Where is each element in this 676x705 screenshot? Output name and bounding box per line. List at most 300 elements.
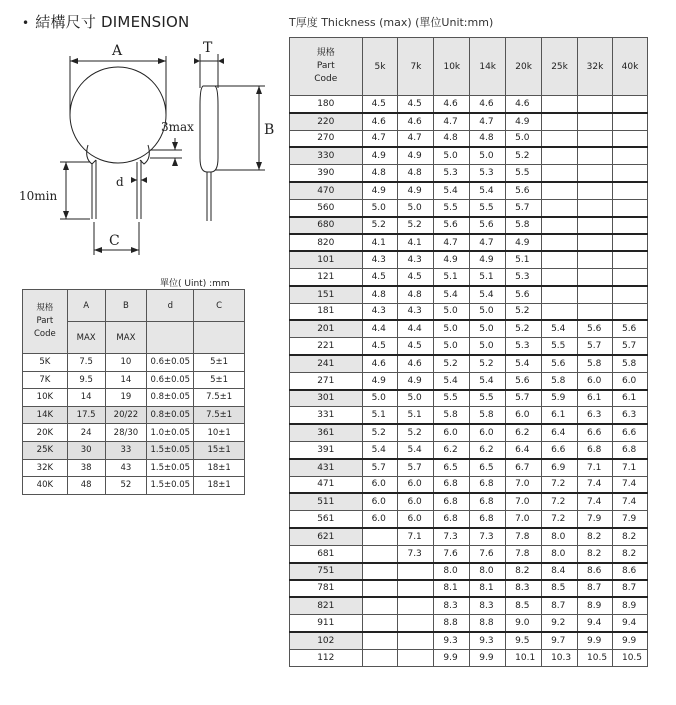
thickness-cell: 5.4: [470, 372, 506, 389]
table-row: [23, 441, 245, 459]
part-code-cell: 221: [290, 338, 363, 355]
thickness-cell: 6.0: [398, 476, 434, 493]
label-c: C: [109, 233, 120, 249]
table-row: [23, 389, 245, 407]
thickness-cell: 6.2: [506, 424, 542, 441]
table-row: [23, 371, 245, 389]
thickness-cell: 4.8: [398, 165, 434, 182]
thickness-cell: [542, 199, 578, 216]
thickness-cell: 9.2: [542, 614, 578, 631]
table-row: [290, 355, 648, 372]
thickness-cell: 7.6: [434, 545, 470, 562]
thickness-cell: [578, 303, 613, 320]
thickness-cell: 4.9: [362, 147, 398, 164]
thickness-cell: [578, 268, 613, 285]
thickness-cell: 8.4: [542, 563, 578, 580]
col-a-cell: 24: [67, 424, 105, 442]
thickness-cell: 5.7: [612, 338, 647, 355]
thickness-cell: 4.9: [398, 182, 434, 199]
part-code-cell: 511: [290, 493, 363, 510]
table-row: [23, 477, 245, 495]
thickness-cell: 8.6: [612, 563, 647, 580]
table-row: [23, 459, 245, 477]
thickness-cell: 9.9: [578, 632, 613, 649]
thickness-cell: [362, 649, 398, 666]
thickness-cell: 5.6: [434, 217, 470, 234]
thickness-cell: 8.3: [506, 580, 542, 597]
thickness-cell: [612, 113, 647, 130]
thickness-cell: [398, 614, 434, 631]
thickness-cell: 9.5: [506, 632, 542, 649]
part-code-cell: 7K: [23, 371, 68, 389]
col-c-cell: 18±1: [194, 459, 245, 477]
thickness-cell: 7.3: [434, 528, 470, 545]
col-a-cell: 48: [67, 477, 105, 495]
thickness-cell: [362, 597, 398, 614]
col-d-header: d: [147, 290, 194, 322]
thickness-cell: 5.0: [470, 320, 506, 337]
thickness-cell: [542, 217, 578, 234]
thickness-cell: [578, 147, 613, 164]
thickness-cell: 5.1: [506, 251, 542, 268]
part-code-cell: 561: [290, 511, 363, 528]
table-row: [290, 632, 648, 649]
thickness-cell: 5.0: [470, 303, 506, 320]
thickness-cell: 6.6: [578, 424, 613, 441]
part-code-cell: 470: [290, 182, 363, 199]
thickness-cell: [612, 286, 647, 303]
table-row: [290, 234, 648, 251]
thickness-cell: 5.8: [612, 355, 647, 372]
thickness-cell: 4.8: [398, 286, 434, 303]
thickness-table-header: [290, 38, 648, 96]
col-d-cell: 1.5±0.05: [147, 441, 194, 459]
part-code-cell: 14K: [23, 406, 68, 424]
thickness-cell: 8.7: [578, 580, 613, 597]
thickness-cell: 7.0: [506, 476, 542, 493]
col-d-cell: 1.5±0.05: [147, 459, 194, 477]
col-c-cell: 15±1: [194, 441, 245, 459]
thickness-cell: [612, 96, 647, 113]
label-b: B: [264, 122, 275, 138]
thickness-cell: 8.2: [612, 528, 647, 545]
thickness-cell: 9.4: [612, 614, 647, 631]
thickness-cell: [398, 632, 434, 649]
table-row: [290, 597, 648, 614]
thickness-cell: [398, 649, 434, 666]
disc-outline: [70, 67, 166, 163]
thickness-cell: 6.1: [578, 390, 613, 407]
col-a-cell: 17.5: [67, 406, 105, 424]
thickness-cell: 5.7: [506, 199, 542, 216]
thickness-cell: 9.3: [470, 632, 506, 649]
thickness-cell: [362, 580, 398, 597]
col-header-20k: 20k: [506, 38, 542, 96]
part-code-cell: 390: [290, 165, 363, 182]
thickness-cell: 10.5: [578, 649, 613, 666]
thickness-cell: 5.4: [398, 441, 434, 458]
table-row: [290, 130, 648, 147]
table-row: [290, 286, 648, 303]
thickness-cell: 6.8: [612, 441, 647, 458]
thickness-cell: [578, 217, 613, 234]
unit-note: 單位( Uint) :mm: [160, 279, 230, 289]
dimension-table-header: [23, 290, 245, 322]
part-code-cell: 102: [290, 632, 363, 649]
thickness-cell: [578, 286, 613, 303]
table-row: [290, 320, 648, 337]
table-row: [290, 182, 648, 199]
thickness-cell: 7.9: [578, 511, 613, 528]
thickness-cell: 6.4: [506, 441, 542, 458]
part-en-label: Part: [316, 61, 335, 71]
part-code-cell: 560: [290, 199, 363, 216]
thickness-cell: 5.6: [506, 182, 542, 199]
part-code-cell: 911: [290, 614, 363, 631]
label-3max: 3max: [161, 120, 194, 134]
col-d-cell: 0.6±0.05: [147, 354, 194, 372]
table-row: [290, 217, 648, 234]
part-code-cell: 330: [290, 147, 363, 164]
part-code-cell: 220: [290, 113, 363, 130]
thickness-cell: [542, 96, 578, 113]
thickness-cell: 5.8: [434, 407, 470, 424]
table-row: [290, 268, 648, 285]
thickness-cell: 6.0: [362, 476, 398, 493]
col-d-cell: 0.8±0.05: [147, 389, 194, 407]
thickness-cell: 5.6: [506, 286, 542, 303]
thickness-cell: [542, 113, 578, 130]
thickness-cell: 4.6: [362, 113, 398, 130]
thickness-cell: 6.0: [506, 407, 542, 424]
thickness-cell: 8.0: [542, 528, 578, 545]
thickness-cell: 5.8: [578, 355, 613, 372]
thickness-cell: 7.8: [506, 545, 542, 562]
thickness-cell: [612, 130, 647, 147]
thickness-cell: 9.7: [542, 632, 578, 649]
thickness-cell: 7.1: [612, 459, 647, 476]
thickness-cell: 6.0: [612, 372, 647, 389]
thickness-cell: [362, 545, 398, 562]
thickness-cell: 5.3: [506, 268, 542, 285]
thickness-cell: 5.3: [434, 165, 470, 182]
part-code-cell: 391: [290, 441, 363, 458]
thickness-cell: [542, 303, 578, 320]
part-code-cell: 25K: [23, 441, 68, 459]
col-c-cell: 7.5±1: [194, 389, 245, 407]
thickness-cell: 10.1: [506, 649, 542, 666]
table-row: [290, 476, 648, 493]
col-a-header: A: [67, 290, 105, 322]
thickness-cell: 4.9: [506, 113, 542, 130]
thickness-cell: 6.7: [506, 459, 542, 476]
thickness-cell: 9.0: [506, 614, 542, 631]
thickness-cell: 7.0: [506, 493, 542, 510]
part-code-header: [290, 38, 363, 96]
thickness-cell: 4.7: [362, 130, 398, 147]
col-c-cell: 10±1: [194, 424, 245, 442]
thickness-cell: 8.7: [542, 597, 578, 614]
thickness-cell: 8.5: [542, 580, 578, 597]
thickness-cell: 4.7: [470, 113, 506, 130]
thickness-cell: 7.3: [470, 528, 506, 545]
col-b-cell: 14: [105, 371, 147, 389]
thickness-cell: 4.5: [362, 338, 398, 355]
part-code-cell: 271: [290, 372, 363, 389]
thickness-cell: 4.5: [362, 268, 398, 285]
thickness-cell: 5.0: [434, 147, 470, 164]
part-code-cell: 681: [290, 545, 363, 562]
thickness-cell: [612, 303, 647, 320]
thickness-cell: [362, 528, 398, 545]
thickness-cell: 5.4: [542, 320, 578, 337]
thickness-cell: 8.9: [578, 597, 613, 614]
thickness-cell: 7.2: [542, 493, 578, 510]
thickness-cell: [612, 147, 647, 164]
thickness-cell: 9.3: [434, 632, 470, 649]
thickness-cell: 4.7: [434, 113, 470, 130]
thickness-cell: 4.5: [398, 268, 434, 285]
col-d-cell: 1.0±0.05: [147, 424, 194, 442]
thickness-cell: 9.4: [578, 614, 613, 631]
thickness-cell: 6.0: [398, 511, 434, 528]
thickness-cell: 5.8: [506, 217, 542, 234]
table-row: [290, 251, 648, 268]
part-code-cell: 781: [290, 580, 363, 597]
part-code-cell: 820: [290, 234, 363, 251]
thickness-cell: 6.1: [542, 407, 578, 424]
col-b-cell: 52: [105, 477, 147, 495]
thickness-cell: 5.3: [470, 165, 506, 182]
col-c-cell: 5±1: [194, 371, 245, 389]
thickness-cell: 8.0: [434, 563, 470, 580]
thickness-cell: 5.0: [362, 199, 398, 216]
col-header-40k: 40k: [612, 38, 647, 96]
col-a-cell: 14: [67, 389, 105, 407]
col-b-cell: 10: [105, 354, 147, 372]
thickness-cell: 6.1: [612, 390, 647, 407]
thickness-cell: 5.0: [434, 320, 470, 337]
thickness-cell: 6.8: [470, 476, 506, 493]
thickness-cell: 7.4: [612, 493, 647, 510]
thickness-cell: [542, 165, 578, 182]
part-code-cell: 680: [290, 217, 363, 234]
thickness-cell: [542, 130, 578, 147]
col-c-sub: [194, 322, 245, 354]
thickness-cell: 7.1: [398, 528, 434, 545]
thickness-cell: 6.6: [542, 441, 578, 458]
thickness-cell: 6.0: [434, 424, 470, 441]
part-code-label: Code: [314, 74, 338, 84]
part-cn-label: 規格: [36, 303, 54, 313]
part-code-label: Code: [33, 329, 56, 339]
part-code-cell: 621: [290, 528, 363, 545]
thickness-cell: 4.7: [470, 234, 506, 251]
thickness-cell: 8.6: [578, 563, 613, 580]
thickness-cell: 8.5: [506, 597, 542, 614]
thickness-cell: 8.0: [470, 563, 506, 580]
thickness-cell: 5.8: [542, 372, 578, 389]
thickness-cell: 4.3: [362, 303, 398, 320]
thickness-cell: 6.0: [362, 493, 398, 510]
thickness-cell: 7.9: [612, 511, 647, 528]
side-body: [200, 86, 218, 172]
thickness-cell: 5.7: [398, 459, 434, 476]
table-row: [290, 165, 648, 182]
col-d-cell: 0.8±0.05: [147, 406, 194, 424]
col-b-cell: 19: [105, 389, 147, 407]
col-header-32k: 32k: [578, 38, 613, 96]
thickness-cell: 6.4: [542, 424, 578, 441]
col-b-cell: 20/22: [105, 406, 147, 424]
col-header-7k: 7k: [398, 38, 434, 96]
thickness-cell: 5.0: [470, 338, 506, 355]
col-a-cell: 9.5: [67, 371, 105, 389]
thickness-cell: 4.8: [362, 165, 398, 182]
thickness-cell: 5.8: [470, 407, 506, 424]
thickness-cell: [578, 130, 613, 147]
part-code-cell: 180: [290, 96, 363, 113]
thickness-table-title: T厚度 Thickness (max) (單位Unit:mm): [289, 16, 494, 29]
table-row: [290, 441, 648, 458]
thickness-cell: 7.2: [542, 476, 578, 493]
thickness-cell: [542, 234, 578, 251]
thickness-cell: 5.0: [398, 199, 434, 216]
col-b-header: B: [105, 290, 147, 322]
table-row: [290, 338, 648, 355]
thickness-cell: 4.8: [434, 130, 470, 147]
label-d: d: [116, 175, 124, 189]
thickness-cell: 5.0: [470, 147, 506, 164]
thickness-cell: 5.4: [434, 372, 470, 389]
part-code-cell: 5K: [23, 354, 68, 372]
thickness-cell: 7.0: [506, 511, 542, 528]
table-row: [290, 424, 648, 441]
thickness-cell: 8.3: [470, 597, 506, 614]
table-row: [290, 113, 648, 130]
thickness-cell: 5.2: [470, 355, 506, 372]
thickness-cell: 5.5: [434, 199, 470, 216]
label-a: A: [112, 43, 123, 59]
thickness-cell: [612, 268, 647, 285]
thickness-cell: 6.5: [434, 459, 470, 476]
thickness-cell: 8.7: [612, 580, 647, 597]
thickness-cell: 4.1: [362, 234, 398, 251]
part-code-cell: 101: [290, 251, 363, 268]
part-code-cell: 821: [290, 597, 363, 614]
table-row: [290, 147, 648, 164]
col-b-cell: 43: [105, 459, 147, 477]
thickness-cell: 5.2: [506, 303, 542, 320]
thickness-cell: [362, 614, 398, 631]
thickness-cell: 8.8: [434, 614, 470, 631]
table-row: [290, 511, 648, 528]
thickness-cell: 6.8: [470, 493, 506, 510]
table-row: [290, 303, 648, 320]
thickness-cell: 8.3: [434, 597, 470, 614]
thickness-cell: 5.6: [542, 355, 578, 372]
thickness-cell: 4.9: [470, 251, 506, 268]
part-en-label: Part: [36, 316, 54, 326]
thickness-cell: 5.0: [362, 390, 398, 407]
thickness-cell: 5.2: [506, 320, 542, 337]
col-c-cell: 7.5±1: [194, 406, 245, 424]
thickness-cell: 4.5: [398, 96, 434, 113]
thickness-cell: [578, 165, 613, 182]
part-code-header: [23, 290, 68, 354]
col-a-cell: 7.5: [67, 354, 105, 372]
thickness-cell: 5.2: [434, 355, 470, 372]
thickness-cell: 9.9: [434, 649, 470, 666]
table-row: [290, 545, 648, 562]
thickness-cell: 4.6: [434, 96, 470, 113]
thickness-cell: 5.0: [434, 338, 470, 355]
thickness-cell: 5.7: [578, 338, 613, 355]
part-code-cell: 361: [290, 424, 363, 441]
part-code-cell: 431: [290, 459, 363, 476]
thickness-cell: [362, 632, 398, 649]
dimension-table: [22, 289, 245, 495]
thickness-cell: 6.5: [470, 459, 506, 476]
thickness-cell: 7.6: [470, 545, 506, 562]
part-code-cell: 201: [290, 320, 363, 337]
thickness-cell: 4.1: [398, 234, 434, 251]
thickness-cell: 5.4: [470, 286, 506, 303]
col-c-cell: 5±1: [194, 354, 245, 372]
table-row: [290, 390, 648, 407]
col-c-header: C: [194, 290, 245, 322]
thickness-cell: 5.2: [506, 147, 542, 164]
thickness-cell: 5.2: [362, 217, 398, 234]
thickness-cell: 7.2: [542, 511, 578, 528]
thickness-cell: 4.9: [434, 251, 470, 268]
thickness-cell: 5.4: [506, 355, 542, 372]
thickness-cell: 6.6: [612, 424, 647, 441]
thickness-cell: 10.3: [542, 649, 578, 666]
thickness-cell: 5.4: [434, 286, 470, 303]
thickness-cell: 5.5: [506, 165, 542, 182]
bullet: •: [22, 16, 30, 30]
part-code-cell: 471: [290, 476, 363, 493]
thickness-cell: [398, 580, 434, 597]
thickness-cell: 5.1: [398, 407, 434, 424]
col-header-5k: 5k: [362, 38, 398, 96]
table-row: [290, 407, 648, 424]
thickness-cell: 8.2: [578, 545, 613, 562]
thickness-cell: 4.6: [398, 113, 434, 130]
thickness-cell: 8.8: [470, 614, 506, 631]
thickness-cell: 6.3: [578, 407, 613, 424]
table-row: [23, 406, 245, 424]
thickness-cell: 6.8: [470, 511, 506, 528]
col-c-cell: 18±1: [194, 477, 245, 495]
table-row: [290, 563, 648, 580]
table-row: [290, 580, 648, 597]
thickness-cell: [612, 251, 647, 268]
section-title-text: 結構尺寸 DIMENSION: [35, 13, 190, 31]
col-d-sub: [147, 322, 194, 354]
thickness-cell: [542, 286, 578, 303]
table-row: [290, 614, 648, 631]
part-code-cell: 181: [290, 303, 363, 320]
dimension-diagram: [0, 30, 290, 270]
thickness-cell: 6.2: [470, 441, 506, 458]
thickness-cell: 4.6: [506, 96, 542, 113]
label-10min: 10min: [19, 189, 58, 203]
thickness-cell: 6.0: [398, 493, 434, 510]
thickness-cell: [578, 182, 613, 199]
thickness-table: [289, 37, 648, 667]
